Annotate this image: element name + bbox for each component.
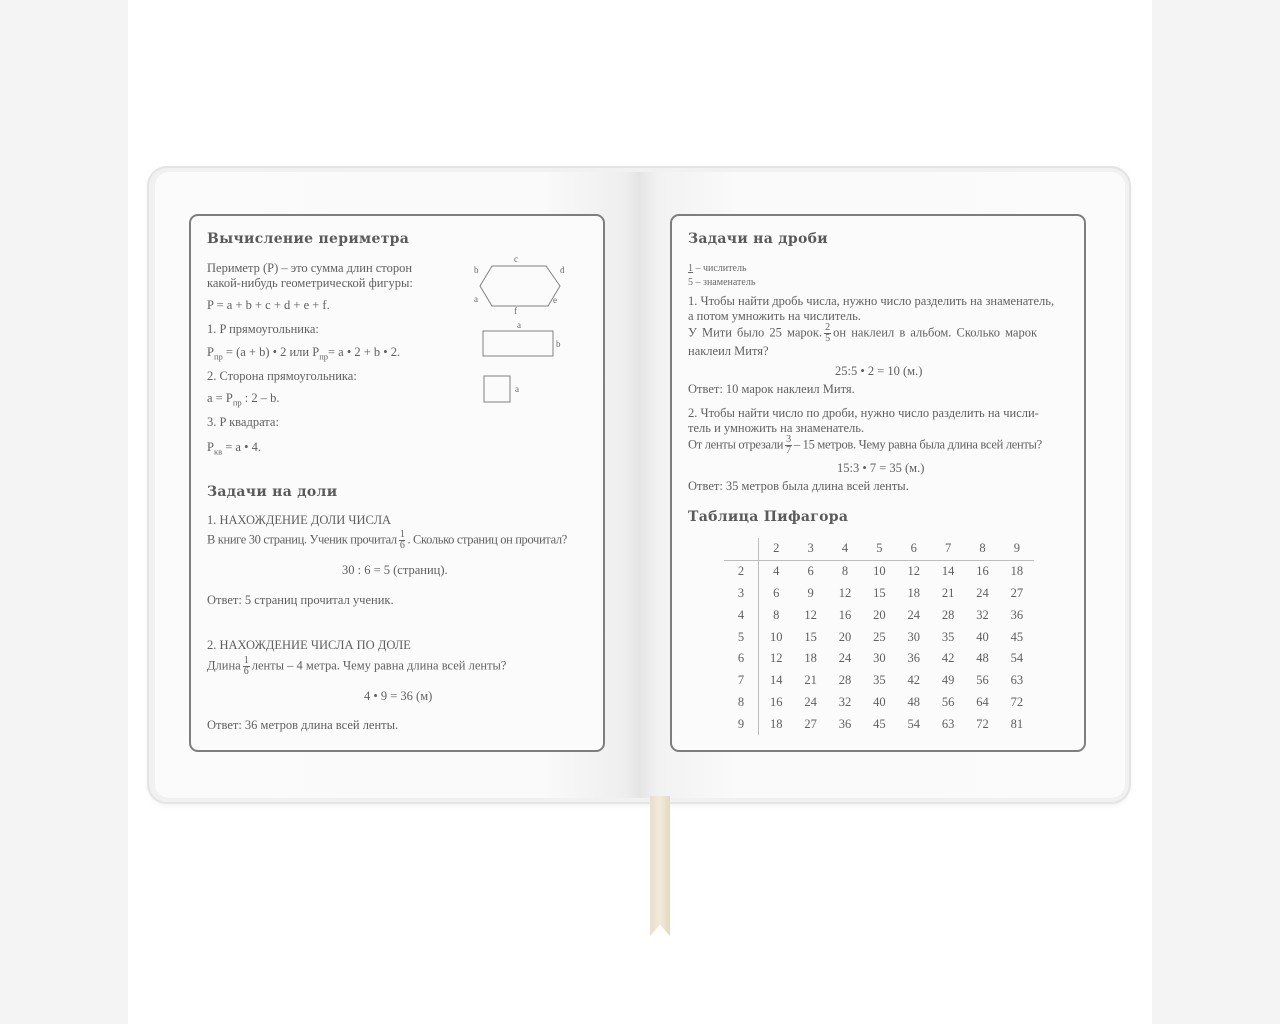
shares-sub2-title: 2. НАХОЖДЕНИЕ ЧИСЛА ПО ДОЛЕ — [207, 638, 411, 652]
table-corner-cell — [724, 538, 759, 560]
table-cell: 45 — [873, 716, 886, 731]
pythagoras-table — [724, 538, 1034, 735]
pythagoras-title: Таблица Пифагора — [688, 509, 849, 525]
table-cell: 12 — [769, 651, 783, 666]
table-cell: 32 — [838, 694, 852, 709]
table-row — [724, 670, 1034, 692]
rectangle-label-a: a — [517, 320, 521, 330]
table-cell: 24 — [907, 607, 920, 622]
table-row — [724, 713, 1034, 735]
shares-sub2-problem: Длина $\frac{1}{6}$ ленты – 4 метра. Чему равна длина всей ленты? — [207, 655, 507, 677]
fractions-task2-answer: Ответ: 35 метров была длина всей ленты. — [688, 479, 909, 493]
table-row — [724, 604, 1034, 626]
shares-sub2-answer: Ответ: 36 метров длина всей ленты. — [207, 718, 399, 732]
table-cell: 18 — [804, 651, 817, 666]
row-header: 4 — [724, 604, 759, 626]
table-cell: 25 — [873, 629, 886, 644]
table-cell: 20 — [873, 607, 886, 622]
table-cell: 40 — [976, 629, 989, 644]
shares-sub1-calculation: 30 : 6 = 5 (страниц). — [342, 563, 448, 577]
table-cell: 36 — [1010, 607, 1024, 622]
table-row — [724, 626, 1034, 648]
table-cell: 35 — [873, 673, 886, 688]
perimeter-title: Вычисление периметра — [207, 231, 410, 247]
table-cell: 40 — [873, 694, 886, 709]
fractions-rule1-line1: 1. Чтобы найти дробь числа, нужно число разделить на знаменатель, — [688, 294, 1055, 308]
fractions-task1-calculation: 25:5 • 2 = 10 (м.) — [835, 364, 923, 378]
fraction-one-sixth-2: $\frac{1}{6}$ — [243, 655, 249, 677]
square-perimeter-title: 3. P квадрата: — [207, 415, 279, 429]
hexagon-shape — [480, 266, 560, 306]
table-cell: 42 — [941, 651, 955, 666]
table-cell: 36 — [907, 651, 920, 666]
pythagoras-table-body — [724, 560, 1034, 735]
table-cell: 6 — [773, 585, 780, 600]
table-cell: 56 — [941, 694, 955, 709]
table-cell: 4 — [773, 564, 780, 579]
rectangle-label-b: b — [556, 339, 561, 349]
rectangle-perimeter-formula: $P_{пр} = (a + b)$ • 2 или $P_{пр}= a$ • 2 + b • 2. — [207, 345, 401, 362]
shares-sub2-calculation: 4 • 9 = 36 (м) — [364, 689, 433, 703]
table-cell: 24 — [804, 694, 817, 709]
hexagon-label-e: e — [553, 295, 557, 305]
table-cell: 28 — [941, 607, 955, 622]
row-header: 8 — [724, 692, 759, 714]
table-cell: 14 — [941, 564, 955, 579]
table-cell: 8 — [841, 564, 849, 579]
rectangle-side-title: 2. Сторона прямоугольника: — [207, 369, 357, 383]
table-cell: 28 — [838, 673, 852, 688]
table-cell: 63 — [1010, 673, 1024, 688]
table-cell: 48 — [976, 651, 989, 666]
table-cell: 27 — [1010, 585, 1024, 600]
fractions-task2-problem: От ленты отрезали $\frac{3}{7}$ – 15 метров. Чему равна была длина всей ленты? — [688, 434, 1042, 456]
table-cell: 30 — [873, 651, 886, 666]
table-row — [724, 648, 1034, 670]
table-cell: 56 — [976, 673, 989, 688]
column-header: 8 — [965, 538, 999, 560]
pythagoras-header-row — [724, 538, 1034, 560]
shares-title: Задачи на доли — [207, 484, 338, 500]
table-cell: 30 — [907, 629, 920, 644]
column-header: 3 — [793, 538, 827, 560]
table-cell: 18 — [769, 716, 783, 731]
square-shape — [484, 376, 510, 402]
fraction-one-sixth: $\frac{1}{6}$ — [399, 529, 405, 551]
fractions-rule2-line2: тель и умножить на знаменатель. — [688, 421, 865, 435]
table-cell: 64 — [976, 694, 989, 709]
table-cell: 32 — [976, 607, 989, 622]
column-header: 4 — [828, 538, 862, 560]
table-cell: 18 — [1010, 564, 1024, 579]
perimeter-formula: P = a + b + c + d + e + f. — [207, 298, 330, 312]
column-header: 5 — [862, 538, 896, 560]
table-cell: 24 — [976, 585, 989, 600]
fractions-rule1-line2: а потом умножить на числитель. — [688, 309, 861, 323]
hexagon-label-f: f — [514, 306, 517, 316]
table-cell: 9 — [807, 585, 814, 600]
table-cell: 10 — [873, 564, 886, 579]
table-cell: 54 — [1010, 651, 1024, 666]
row-header: 3 — [724, 583, 759, 605]
hexagon-label-c: c — [514, 254, 518, 264]
table-cell: 8 — [773, 607, 780, 622]
table-cell: 72 — [1010, 694, 1024, 709]
table-cell: 12 — [907, 564, 920, 579]
fractions-task2-calculation: 15:3 • 7 = 35 (м.) — [837, 461, 925, 475]
shares-sub1-answer: Ответ: 5 страниц прочитал ученик. — [207, 593, 394, 607]
table-row — [724, 560, 1034, 582]
row-header: 5 — [724, 626, 759, 648]
table-cell: 54 — [907, 716, 920, 731]
rectangle-perimeter-title: 1. P прямоугольника: — [207, 322, 319, 336]
perimeter-figures — [468, 252, 578, 412]
square-label-a: a — [515, 384, 519, 394]
table-cell: 18 — [907, 585, 920, 600]
fractions-task1-answer: Ответ: 10 марок наклеил Митя. — [688, 382, 855, 396]
column-header: 2 — [759, 538, 794, 560]
column-header: 6 — [897, 538, 931, 560]
table-cell: 20 — [838, 629, 852, 644]
table-cell: 16 — [838, 607, 852, 622]
perimeter-definition-line2: какой-нибудь геометрической фигуры: — [207, 276, 413, 290]
numerator-legend: 1 – числитель — [688, 263, 747, 274]
fraction-three-sevenths: $\frac{3}{7}$ — [786, 434, 791, 456]
table-cell: 81 — [1010, 716, 1024, 731]
table-cell: 15 — [804, 629, 817, 644]
table-cell: 45 — [1010, 629, 1024, 644]
hexagon-label-b: b — [474, 265, 479, 275]
table-cell: 63 — [941, 716, 955, 731]
table-row — [724, 583, 1034, 605]
hexagon-label-d: d — [560, 265, 565, 275]
table-cell: 16 — [769, 694, 783, 709]
table-cell: 42 — [907, 673, 920, 688]
fraction-two-fifths: $\frac{2}{5}$ — [825, 322, 831, 344]
column-header: 9 — [1000, 538, 1034, 560]
perimeter-definition-line1: Периметр (P) – это сумма длин сторон — [207, 261, 413, 275]
shares-sub1-title: 1. НАХОЖДЕНИЕ ДОЛИ ЧИСЛА — [207, 513, 392, 527]
table-cell: 12 — [838, 585, 852, 600]
fractions-task1-line2: наклеил Митя? — [688, 344, 769, 358]
table-cell: 27 — [804, 716, 817, 731]
table-cell: 35 — [941, 629, 955, 644]
table-cell: 36 — [838, 716, 852, 731]
table-cell: 21 — [804, 673, 817, 688]
table-cell: 14 — [769, 673, 783, 688]
shares-sub1-problem: В книге 30 страниц. Ученик прочитал $\frac{1}{6}$ . Сколько страниц он прочитал? — [207, 529, 567, 551]
table-cell: 6 — [807, 564, 814, 579]
square-perimeter-formula: $P_{кв} = a$ • 4. — [207, 440, 261, 457]
bookmark-ribbon — [650, 796, 670, 936]
rectangle-side-formula: $a = P_{пр}$ : 2 – b. — [207, 391, 280, 408]
row-header: 7 — [724, 670, 759, 692]
rectangle-shape — [483, 331, 553, 356]
row-header: 2 — [724, 560, 759, 582]
table-cell: 16 — [976, 564, 989, 579]
table-cell: 72 — [976, 716, 989, 731]
table-cell: 21 — [941, 585, 955, 600]
table-cell: 12 — [804, 607, 817, 622]
row-header: 9 — [724, 713, 759, 735]
fractions-rule2-line1: 2. Чтобы найти число по дроби, нужно число разделить на числи- — [688, 406, 1039, 420]
fractions-title: Задачи на дроби — [688, 231, 828, 247]
table-cell: 49 — [941, 673, 955, 688]
table-cell: 15 — [873, 585, 886, 600]
hexagon-label-a: a — [474, 294, 478, 304]
row-header: 6 — [724, 648, 759, 670]
table-cell: 10 — [769, 629, 783, 644]
table-cell: 48 — [907, 694, 920, 709]
fractions-task1-line1: У Мити было 25 марок. $\frac{2}{5}$ он наклеил в альбом. Сколько марок — [688, 322, 1038, 344]
column-header: 7 — [931, 538, 965, 560]
table-cell: 24 — [838, 651, 852, 666]
table-row — [724, 692, 1034, 714]
denominator-legend: 5 – знаменатель — [688, 277, 756, 288]
